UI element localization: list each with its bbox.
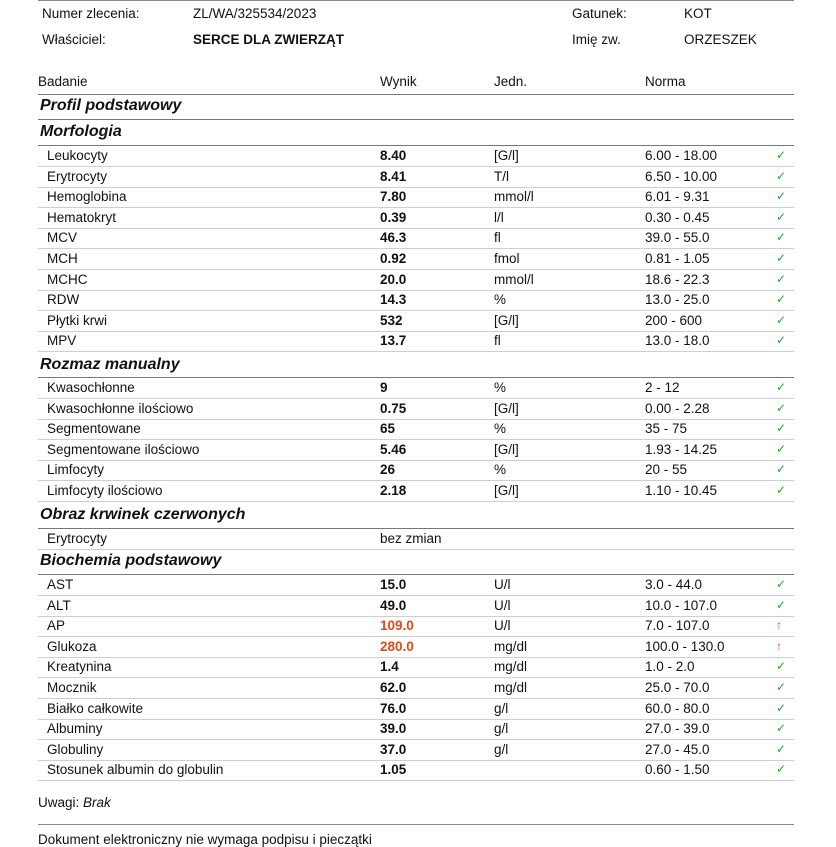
arrow-up-icon: ↑ [776,638,782,653]
species-value: KOT [684,6,712,21]
result-value: bez zmian [380,531,442,546]
result-value: 8.40 [380,148,407,163]
test-name: Globuliny [47,741,104,757]
unit: mg/dl [494,659,528,675]
test-name: RDW [47,292,80,308]
check-icon: ✓ [776,271,787,286]
check-icon: ✓ [776,741,787,756]
table-row [38,146,794,167]
footer-text: Dokument elektroniczny nie wymaga podpisu i pieczątki [38,832,372,847]
result-value: 1.05 [380,762,407,778]
table-row [38,440,794,461]
test-name: Segmentowane ilościowo [47,441,200,457]
reference-range: 1.0 - 2.0 [645,659,695,675]
owner-label: Właściciel: [42,32,106,47]
check-icon: ✓ [776,700,787,715]
table-row [38,331,794,352]
col-unit: Jedn. [494,74,528,89]
test-name: Kwasochłonne ilościowo [47,400,194,416]
section-morphology: Morfologia [40,123,122,140]
result-value: 62.0 [380,680,407,695]
unit: g/l [494,700,509,716]
unit: mmol/l [494,189,534,205]
table-row [38,699,794,720]
unit: l/l [494,209,504,225]
unit: T/l [494,168,509,184]
section-rule [38,119,794,120]
section-profile: Profil podstawowy [40,97,182,114]
reference-range: 0.00 - 2.28 [645,400,710,416]
col-norm: Norma [645,74,686,89]
result-value: 5.46 [380,441,407,457]
test-name: Mocznik [47,680,97,695]
result-value: 8.41 [380,168,407,184]
unit: U/l [494,597,511,613]
result-value: 39.0 [380,721,407,737]
arrow-up-icon: ↑ [776,618,782,633]
result-value: 49.0 [380,597,407,613]
section-rbc-picture: Obraz krwinek czerwonych [40,506,246,523]
section-biochemistry: Biochemia podstawowy [40,552,222,569]
table-row [38,719,794,740]
check-icon: ✓ [776,762,787,777]
reference-range: 25.0 - 70.0 [645,680,710,695]
check-icon: ✓ [776,441,787,456]
owner-value: SERCE DLA ZWIERZĄT [193,32,344,47]
test-name: MCH [47,251,78,266]
reference-range: 10.0 - 107.0 [645,597,718,613]
table-row [38,529,794,550]
result-value: 2.18 [380,483,407,498]
table-row [38,460,794,481]
unit: U/l [494,577,511,592]
table-row [38,399,794,420]
table-row [38,228,794,249]
order-number: ZL/WA/325534/2023 [193,6,317,21]
unit: mmol/l [494,271,534,287]
result-value: 9 [380,380,388,395]
check-icon: ✓ [776,659,787,674]
reference-range: 60.0 - 80.0 [645,700,710,716]
test-name: ALT [47,597,71,613]
table-row [38,290,794,311]
result-value: 37.0 [380,741,407,757]
footer-rule [38,824,794,825]
species-label: Gatunek: [572,6,627,21]
check-icon: ✓ [776,597,787,612]
test-name: Hemoglobina [47,189,127,205]
unit: [G/l] [494,400,519,416]
result-value: 0.92 [380,251,407,266]
check-icon: ✓ [776,380,787,394]
reference-range: 6.01 - 9.31 [645,189,710,205]
unit: fl [494,333,501,349]
reference-range: 13.0 - 25.0 [645,292,710,308]
top-rule [38,0,794,1]
table-row [38,616,794,637]
test-name: Białko całkowite [47,700,144,716]
test-name: Hematokryt [47,209,117,225]
table-row [38,596,794,617]
check-icon: ✓ [776,168,787,183]
notes [38,795,111,810]
pet-name-value: ORZESZEK [684,32,757,47]
result-value: 15.0 [380,577,407,592]
table-row [38,187,794,208]
test-name: Albuminy [47,721,103,737]
check-icon: ✓ [776,333,787,348]
table-row [38,657,794,678]
test-name: Stosunek albumin do globulin [47,762,224,778]
check-icon: ✓ [776,230,787,245]
reference-range: 27.0 - 39.0 [645,721,710,737]
result-value: 280.0 [380,638,414,654]
result-value: 0.75 [380,400,407,416]
reference-range: 3.0 - 44.0 [645,577,703,592]
result-value: 46.3 [380,230,407,246]
check-icon: ✓ [776,251,787,265]
reference-range: 200 - 600 [645,312,703,328]
test-name: MCV [47,230,77,246]
reference-range: 100.0 - 130.0 [645,638,725,654]
check-icon: ✓ [776,312,787,327]
table-row [38,637,794,658]
test-name: AST [47,577,74,592]
order-label: Numer zlecenia: [42,6,140,21]
col-test: Badanie [38,74,88,89]
test-name: Limfocyty ilościowo [47,483,163,498]
table-row [38,740,794,761]
unit: mg/dl [494,680,528,695]
table-row [38,249,794,270]
unit: g/l [494,741,509,757]
notes-label: Uwagi: [38,795,80,810]
reference-range: 35 - 75 [645,421,688,437]
check-icon: ✓ [776,577,787,591]
result-value: 13.7 [380,333,407,349]
table-row [38,760,794,781]
unit: [G/l] [494,312,519,328]
check-icon: ✓ [776,400,787,415]
check-icon: ✓ [776,721,787,736]
check-icon: ✓ [776,148,787,162]
unit: [G/l] [494,148,519,163]
reference-range: 1.10 - 10.45 [645,483,718,498]
reference-range: 7.0 - 107.0 [645,618,710,634]
unit: U/l [494,618,511,634]
test-name: Erytrocyty [47,168,108,184]
check-icon: ✓ [776,680,787,694]
reference-range: 6.50 - 10.00 [645,168,718,184]
section-manual-smear: Rozmaz manualny [40,356,180,373]
test-name: Leukocyty [47,148,108,163]
unit: fmol [494,251,520,266]
reference-range: 6.00 - 18.00 [645,148,718,163]
test-name: Kreatynina [47,659,112,675]
check-icon: ✓ [776,292,787,307]
unit: g/l [494,721,509,737]
notes-value: Brak [83,795,111,810]
table-row [38,378,794,399]
table-row [38,167,794,188]
reference-range: 0.60 - 1.50 [645,762,710,778]
result-value: 26 [380,462,396,478]
table-row [38,270,794,291]
result-value: 65 [380,421,396,437]
test-name: MPV [47,333,77,349]
unit: fl [494,230,501,246]
result-value: 109.0 [380,618,414,634]
check-icon: ✓ [776,483,787,497]
check-icon: ✓ [776,189,787,204]
table-row [38,419,794,440]
table-row [38,575,794,596]
result-value: 1.4 [380,659,399,675]
reference-range: 13.0 - 18.0 [645,333,710,349]
test-name: Kwasochłonne [47,380,135,395]
check-icon: ✓ [776,462,787,477]
table-row [38,678,794,699]
unit: [G/l] [494,483,519,498]
reference-range: 39.0 - 55.0 [645,230,710,246]
reference-range: 18.6 - 22.3 [645,271,710,287]
test-name: Płytki krwi [47,312,107,328]
unit: % [494,462,507,478]
check-icon: ✓ [776,209,787,224]
reference-range: 27.0 - 45.0 [645,741,710,757]
test-name: MCHC [47,271,88,287]
col-result: Wynik [380,74,417,89]
result-value: 0.39 [380,209,407,225]
unit: % [494,380,507,395]
table-row [38,208,794,229]
unit: mg/dl [494,638,528,654]
unit: % [494,292,507,308]
test-name: Glukoza [47,638,97,654]
pet-name-label: Imię zw. [572,32,621,47]
result-value: 76.0 [380,700,407,716]
test-name: AP [47,618,66,634]
result-value: 20.0 [380,271,407,287]
unit: % [494,421,507,437]
result-value: 14.3 [380,292,407,308]
result-value: 532 [380,312,403,328]
check-icon: ✓ [776,421,787,436]
reference-range: 0.30 - 0.45 [645,209,710,225]
reference-range: 2 - 12 [645,380,680,395]
test-name: Erytrocyty [47,531,108,546]
reference-range: 0.81 - 1.05 [645,251,710,266]
test-name: Limfocyty [47,462,105,478]
table-row [38,481,794,502]
header-rule [38,94,794,95]
reference-range: 1.93 - 14.25 [645,441,718,457]
test-name: Segmentowane [47,421,141,437]
reference-range: 20 - 55 [645,462,688,478]
unit: [G/l] [494,441,519,457]
table-row [38,311,794,332]
result-value: 7.80 [380,189,407,205]
